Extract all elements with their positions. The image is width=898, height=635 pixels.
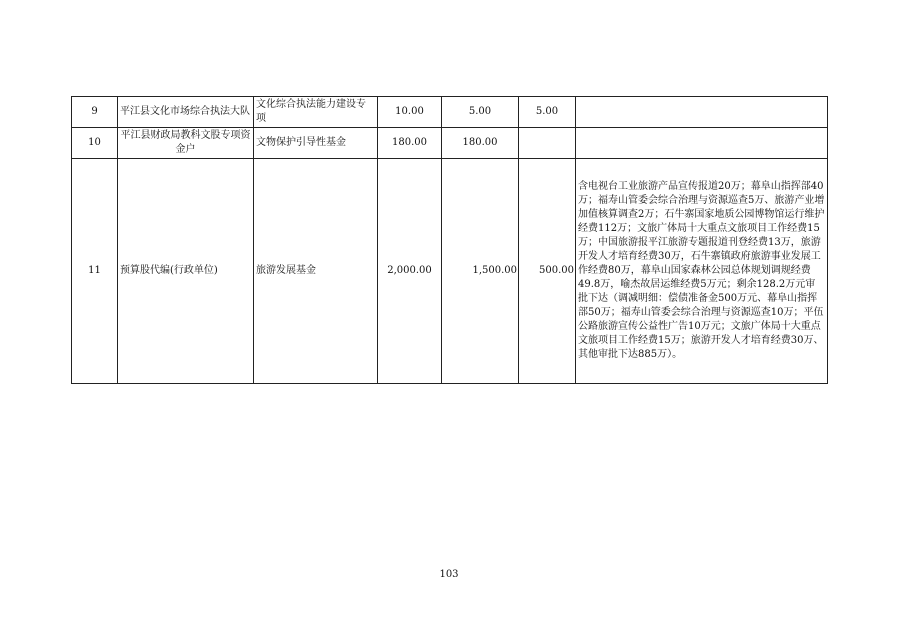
project-name: 文化综合执法能力建设专项 [254,97,378,128]
unit-name: 预算股代编(行政单位) [118,159,254,384]
budget-table [71,96,828,384]
unit-name: 平江县文化市场综合执法大队 [118,97,254,128]
unit-name: 平江县财政局教科文股专项资金户 [118,128,254,159]
note-cell [576,128,828,159]
page-number: 103 [439,569,459,580]
amount-total: 10.00 [378,97,442,128]
amount-a: 180.00 [442,128,519,159]
amount-total: 2,000.00 [378,159,442,384]
project-name: 文物保护引导性基金 [254,128,378,159]
amount-b: 5.00 [519,97,576,128]
project-name: 旅游发展基金 [254,159,378,384]
row-number: 9 [72,97,118,128]
note-cell: 含电视台工业旅游产品宣传报道20万；幕阜山指挥部40万；福寿山管委会综合治理与资源巡查5万、旅游产业增加值核算调查2万；石牛寨国家地质公园博物馆运行维护经费112万；文旅广体局十大重点文旅项目工作经费15万；中国旅游报平江旅游专题报道刊登经费13万，旅游开发人才培育经费30万，石牛寨镇政府旅游事业发展工作经费80万，幕阜山国家森林公园总体规划调规经费49.8万，喻杰故居运维经费5万元；剩余128.2万元审批下达（调减明细：偿债准备金500万元、幕阜山指挥部50万；福寿山管委会综合治理与资源巡查10万；平伍公路旅游宣传公益性广告10万元；文旅广体局十大重点文旅项目工作经费15万；旅游开发人才培育经费30万、其他审批下达885万）。 [576,159,828,384]
row-number: 10 [72,128,118,159]
table-row [72,159,828,384]
amount-b [519,128,576,159]
amount-total: 180.00 [378,128,442,159]
row-number: 11 [72,159,118,384]
table-row [72,128,828,159]
note-cell [576,97,828,128]
table-row [72,97,828,128]
amount-a: 5.00 [442,97,519,128]
amount-b: 500.00 [519,159,576,384]
amount-a: 1,500.00 [442,159,519,384]
